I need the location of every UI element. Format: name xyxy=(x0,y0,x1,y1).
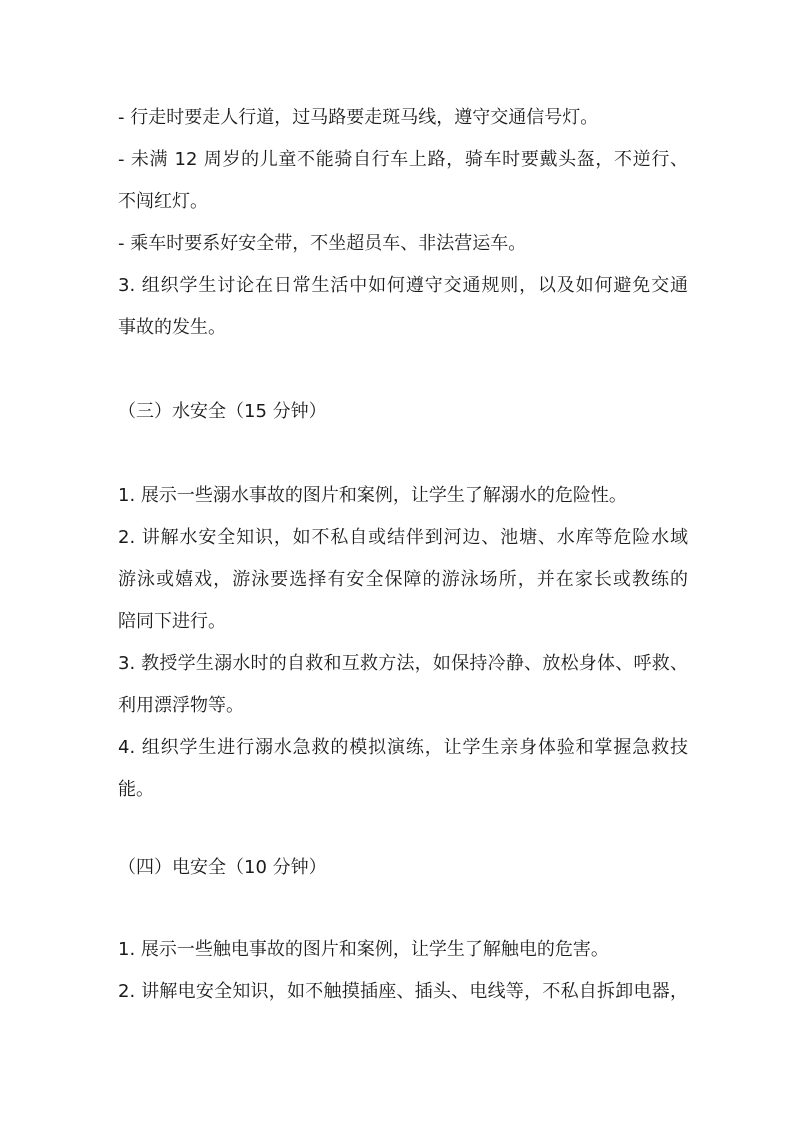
traffic-item3-line2: 事故的发生。 xyxy=(118,317,226,338)
water-item4-line1: 4. 组织学生进行溺水急救的模拟演练，让学生亲身体验和掌握急救技 xyxy=(118,737,688,758)
water-item2-line3: 陪同下进行。 xyxy=(118,611,226,632)
water-item3-line2: 利用漂浮物等。 xyxy=(118,695,244,716)
traffic-rule-walking: - 行走时要走人行道，过马路要走斑马线，遵守交通信号灯。 xyxy=(118,107,599,128)
water-item2-line1: 2. 讲解水安全知识，如不私自或结伴到河边、池塘、水库等危险水域 xyxy=(118,527,688,548)
electric-item2-line1: 2. 讲解电安全知识，如不触摸插座、插头、电线等，不私自拆卸电器， xyxy=(118,981,688,1002)
water-item4-line2: 能。 xyxy=(118,779,154,800)
water-item3-line1: 3. 教授学生溺水时的自救和互救方法，如保持冷静、放松身体、呼救、 xyxy=(118,653,688,674)
traffic-rule-bicycle-line2: 不闯红灯。 xyxy=(118,191,208,212)
traffic-item3-line1: 3. 组织学生讨论在日常生活中如何遵守交通规则，以及如何避免交通 xyxy=(118,275,688,296)
water-safety-heading: （三）水安全（15 分钟） xyxy=(118,401,327,422)
traffic-rule-bicycle-line1: - 未满 12 周岁的儿童不能骑自行车上路，骑车时要戴头盔，不逆行、 xyxy=(118,149,688,170)
electric-safety-heading: （四）电安全（10 分钟） xyxy=(118,857,327,878)
water-item2-line2: 游泳或嬉戏，游泳要选择有安全保障的游泳场所，并在家长或教练的 xyxy=(118,569,688,590)
traffic-rule-riding: - 乘车时要系好安全带，不坐超员车、非法营运车。 xyxy=(118,233,527,254)
electric-item1: 1. 展示一些触电事故的图片和案例，让学生了解触电的危害。 xyxy=(118,939,609,960)
water-item1: 1. 展示一些溺水事故的图片和案例，让学生了解溺水的危险性。 xyxy=(118,485,627,506)
